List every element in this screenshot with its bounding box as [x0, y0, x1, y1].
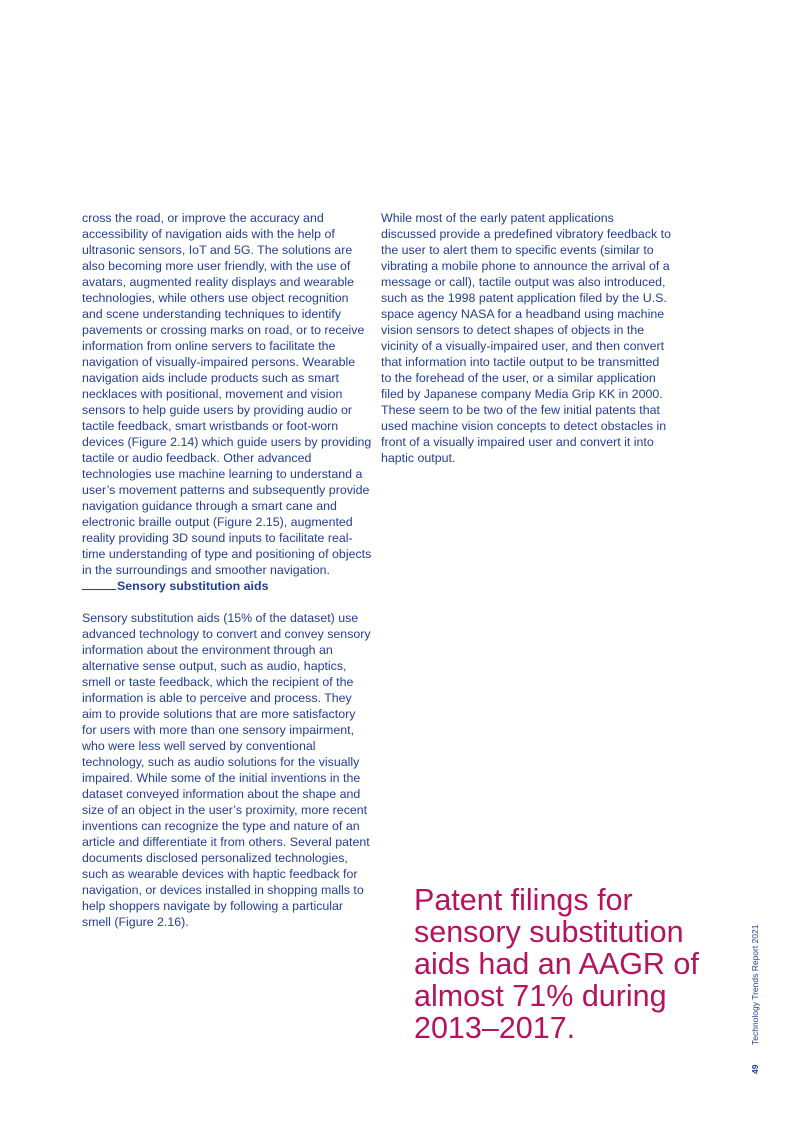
section-subheading — [82, 578, 372, 594]
body-paragraph-early-patents: While most of the early patent applications discussed provide a predefined vibratory feedback to the user to alert them to specific events (similar to vibrating a mobile phone to announce the arrival of a message or call), tactile output was also introduced, such as the 1998 patent application filed by the U.S. space agency NASA for a headband using machine vision sensors to detect shapes of objects in the vicinity of a visually-impaired user, and then convert that information into tactile output to be transmitted to the forehead of the user, or a similar application filed by Japanese company Media Grip KK in 2000. These seem to be two of the few initial patents that used machine vision concepts to detect obstacles in front of a visually impaired user and convert it into haptic output. — [381, 211, 671, 465]
page-number: 49 — [750, 1064, 760, 1074]
left-column — [82, 210, 372, 930]
page-number-container — [744, 1060, 768, 1080]
subheading-text: Sensory substitution aids — [117, 579, 269, 593]
subheading-rule — [82, 578, 116, 590]
body-paragraph-sensory-substitution: Sensory substitution aids (15% of the dataset) use advanced technology to convert and convey sensory information about the environment through an alternative sense output, such as audio, haptics, smell or taste feedback, which the recipient of the information is able to perceive and process. They aim to provide solutions that are more satisfactory for users with more than one sensory impairment, who were less well served by conventional technology, such as audio solutions for the visually impaired. While some of the initial inventions in the dataset conveyed information about the shape and size of an object in the user’s proximity, more recent inventions can recognize the type and nature of an article and differentiate it from others. Several patent documents disclosed personalized technologies, such as wearable devices with haptic feedback for navigation, or devices installed in shopping malls to help shoppers navigate by following a particular smell (Figure 2.16). — [82, 611, 371, 929]
report-title: Technology Trends Report 2021 — [750, 924, 760, 1045]
right-column — [381, 210, 671, 466]
pull-quote: Patent filings for sensory substitution aids had an AAGR of almost 71% during 2013–2017. — [414, 883, 699, 1045]
body-paragraph-navigation: cross the road, or improve the accuracy and accessibility of navigation aids with the help of ultrasonic sensors, IoT and 5G. The solutions are also becoming more user friendly, with the use of avatars, augmented reality displays and wearable technologies, while others use object recognition and scene understanding techniques to identify pavements or crossing marks on road, or to receive information from online servers to facilitate the navigation of visually-impaired persons. Wearable navigation aids include products such as smart necklaces with positional, movement and vision sensors to help guide users by providing audio or tactile feedback, smart wristbands or foot-worn devices (Figure 2.14) which guide users by providing tactile or audio feedback. Other advanced technologies use machine learning to understand a user’s movement patterns and subsequently provide navigation guidance through a smart cane and electronic braille output (Figure 2.15), augmented reality providing 3D sound inputs to facilitate real-time understanding of type and positioning of objects in the surroundings and smoother navigation. — [82, 211, 372, 577]
running-footer — [744, 905, 768, 1045]
